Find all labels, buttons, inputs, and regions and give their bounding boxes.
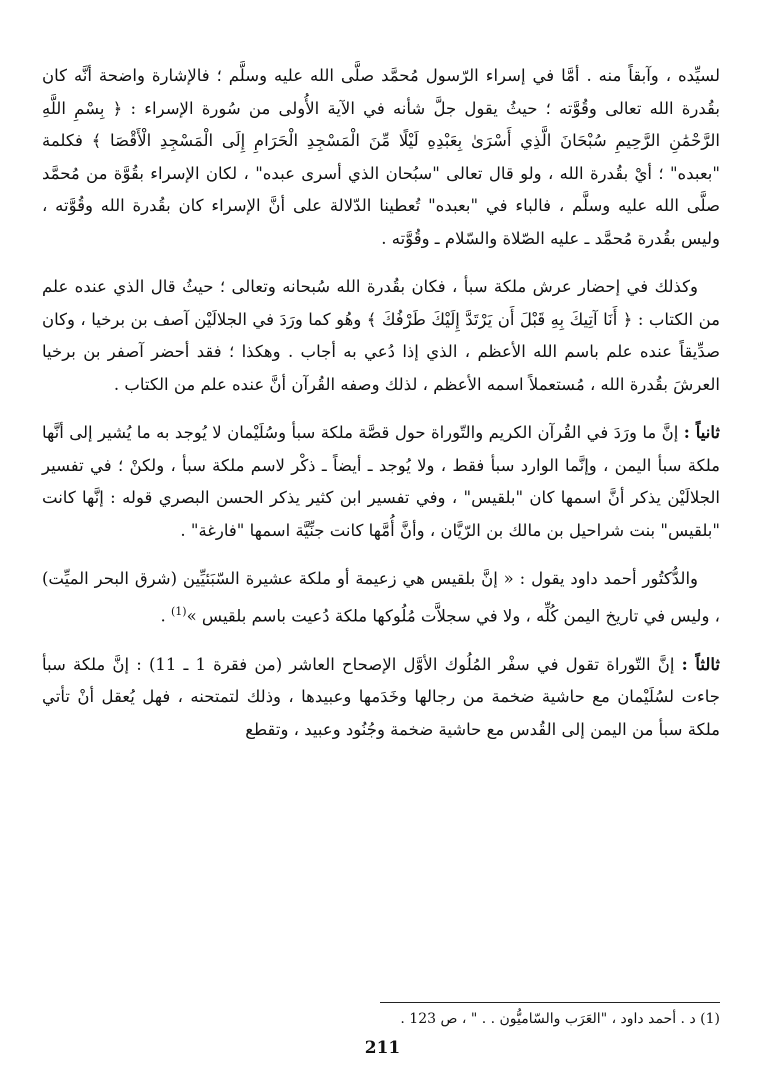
paragraph-dawood-text: والدُّكتُور أحمد داود يقول : « إنَّ بلقيس هي زعيمة أو ملكة عشيرة السّبَئيِّين (شرق البحر الميِّت) ، وليس في تاريخ اليمن كُلِّه ، ولا في سجلاَّت مُلُوكها ملكة دُعيت باسم بلقيس »: [42, 569, 720, 625]
paragraph-isra: [42, 60, 720, 255]
paragraph-throne-text: وكذلك في إحضار عرش ملكة سبأ ، فكان بقُدرة الله سُبحانه وتعالى ؛ حيثُ قال الذي عنده علم من الكتاب : ﴿ أَنَا آتِيكَ بِهِ قَبْلَ أَن يَرْتَدَّ إِلَيْكَ طَرْفُكَ ﴾ وهُو كما ورَدَ في الجلالَيْن آصف بن برخيا ، وكان صدِّيقاً عنده علم باسم الله الأعظم ، الذي إذا دُعي به أجاب . وهكذا ؛ فقد أحضر آصفر بن برخيا العرشَ بقُدرة الله ، مُستعملاً اسمه الأعظم ، لذلك وصفه القُرآن أنَّ عنده علم من الكتاب .: [42, 277, 720, 394]
paragraph-isra-text: لسيِّده ، وآبقاً منه . أمَّا في إسراء الرّسول مُحمَّد صلَّى الله عليه وسلَّم ؛ فالإشارة واضحة أنَّه كان بقُدرة الله تعالى وقُوَّته ؛ حيثُ يقول جلَّ شأنه في الآية الأُولى من سُورة الإسراء : ﴿ بِسْمِ اللَّهِ الرَّحْمَٰنِ الرَّحِيمِ سُبْحَانَ الَّذِي أَسْرَىٰ بِعَبْدِهِ لَيْلًا مِّنَ الْمَسْجِدِ الْحَرَامِ إِلَى الْمَسْجِدِ الْأَقْصَا ﴾ فكلمة "بعبده" ؛ أيْ بقُدرة الله ، ولو قال تعالى "سبُحان الذي أسرى عبده" ، لكان الإسراء بقُوَّة من مُحمَّد صلَّى الله عليه وسلَّم ، فالباء في "بعبده" تُعطينا الدّلالة على أنَّ الإسراء كان بقُدرة الله وقُوَّته ، وليس بقُدرة مُحمَّد ـ عليه الصّلاة والسّلام ـ وقُوَّته .: [42, 66, 720, 248]
paragraph-second-lead: ثانياً :: [683, 423, 720, 442]
paragraph-dawood-tail: .: [160, 606, 171, 625]
footnote-ref[interactable]: (1): [170, 604, 187, 618]
page-body: [42, 60, 720, 762]
paragraph-second-text: إنَّ ما ورَدَ في القُرآن الكريم والتّوراة حول قصَّة ملكة سبأ وسُلَيْمان لا يُوجد به ما يُشير إلى أنَّها ملكة سبأ اليمن ، وإنَّما الوارد سبأ فقط ، ولا يُوجد ـ أيضاً ـ ذكْر لاسم ملكة سبأ ، ولكنْ ؛ في تفسير الجلالَيْن يذكر أنَّ اسمها كان "بلقيس" ، وفي تفسير ابن كثير يذكر الحسن البصري قوله : إنَّها كانت "بلقيس" بنت شراحيل بن مالك بن الرّيَّان ، وأنَّ أُمَّها كانت جنِّيَّة اسمها "فارغة" .: [42, 423, 720, 540]
paragraph-third-lead: ثالثاً :: [681, 654, 720, 674]
footnote-divider: [380, 1002, 720, 1003]
paragraph-dawood: [42, 563, 720, 633]
page-number: 211: [364, 1038, 401, 1058]
paragraph-throne: [42, 271, 720, 401]
footnote: (1) د . أحمد داود ، "العَرَب والسّاميُّون . . " ، ص 123 .: [400, 1011, 720, 1027]
paragraph-third: [42, 649, 720, 747]
paragraph-third-text: إنَّ التّوراة تقول في سفْر المُلُوك الأوَّل الإصحاح العاشر (من فقرة 1 ـ 11) : إنَّ ملكة سبأ جاءت لسُلَيْمان مع حاشية ضخمة من رجالها وخَدَمها وعبيدها ، وذلك لتمتحنه ، فهل يُعقل أنْ تأتي ملكة سبأ من اليمن إلى القُدس مع حاشية ضخمة وجُنُود وعبيد ، وتقطع: [42, 654, 720, 739]
paragraph-second: [42, 417, 720, 547]
